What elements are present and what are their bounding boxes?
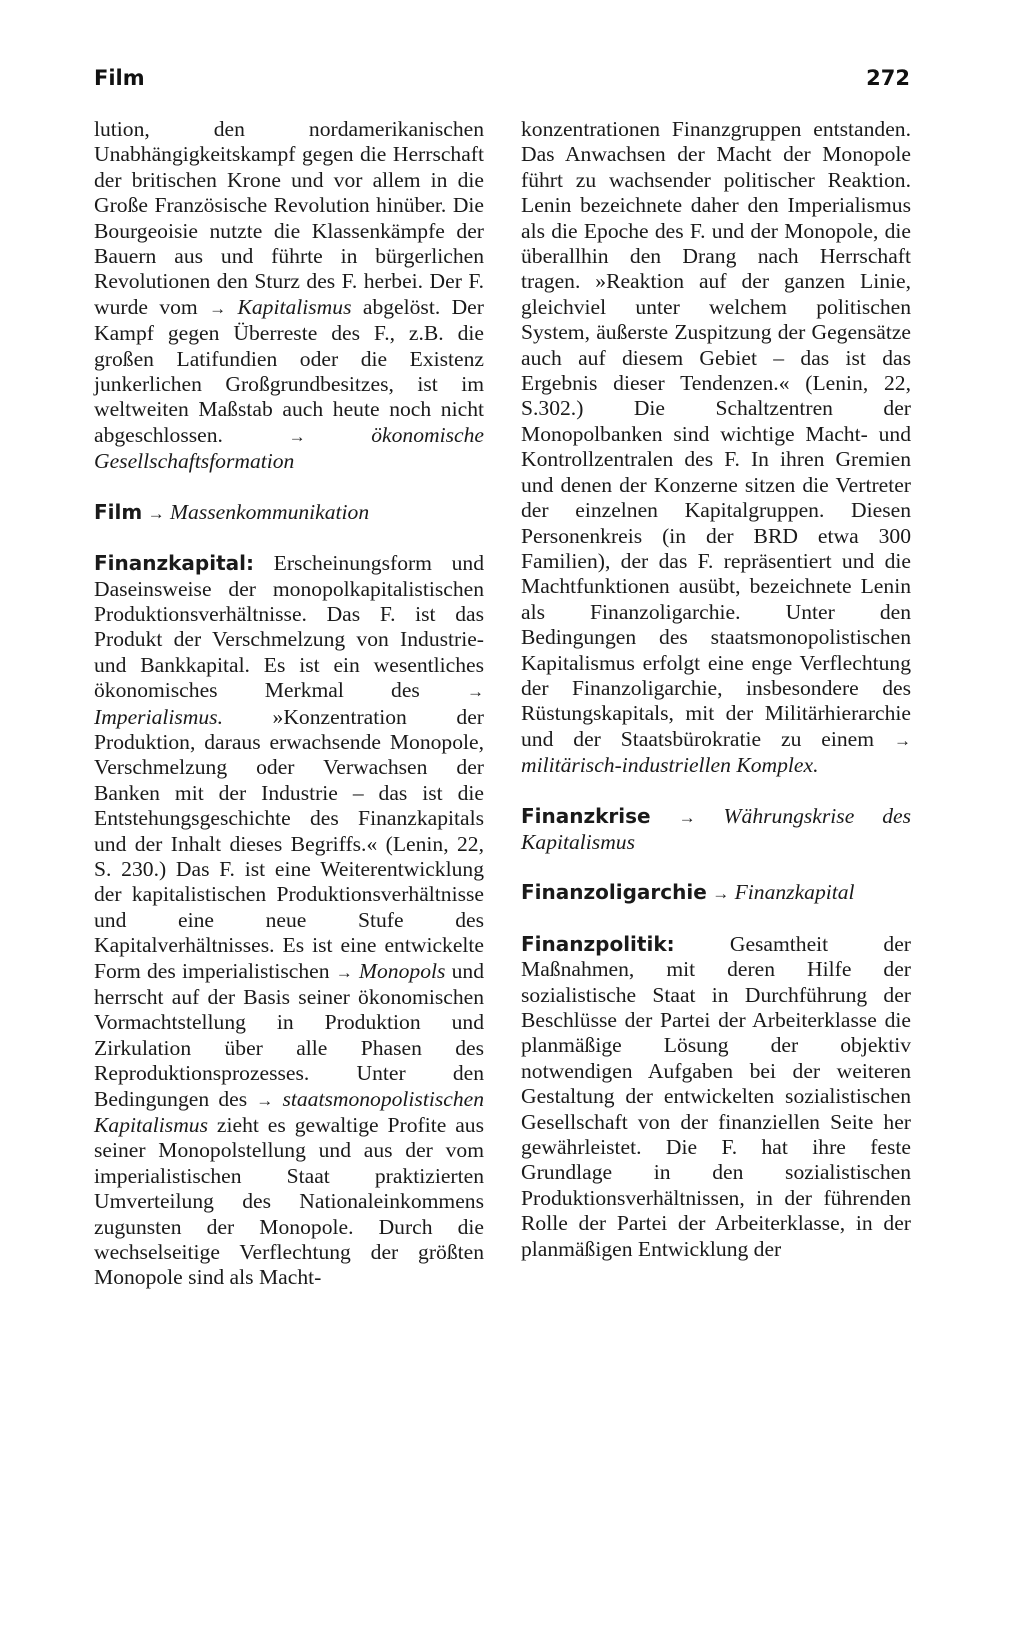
cross-reference: militärisch-industriellen Komplex. — [521, 753, 819, 778]
body-text: Erscheinungsform und Daseinsweise der monopolkapitalistischen Produktionsverhältnisse. Das F. ist das Produkt der Verschmelzung von Industrie- und Bankkapital. Es ist ein wesentliches ökonomisches Merkmal des — [94, 551, 484, 703]
entry-spacer — [521, 855, 911, 880]
cross-reference-arrow: → — [335, 962, 353, 982]
entry-spacer — [94, 526, 484, 551]
body-text: Gesamtheit der Maßnahmen, mit deren Hilfe der sozialistische Staat in Durchführung der Beschlüsse der Partei der Arbeiterklasse die planmäßige Lösung der objektiv notwendigen Aufgaben bei der weiteren Gestaltung der entwickelten sozialistischen Gesellschaft von der finanziellen Seite her gewährleistet. Die F. hat ihre feste Grundlage in den sozialistischen Produktionsverhältnissen, in der führenden Rolle der Partei der Arbeiterklasse, in der planmäßigen Entwicklung der — [521, 931, 911, 1261]
cross-reference: Kapitalismus — [237, 294, 352, 319]
entry-headword: Finanzoligarchie — [521, 880, 707, 905]
entry-finanzkapital — [94, 551, 484, 1291]
entry-spacer — [94, 475, 484, 500]
running-head: Film — [94, 66, 145, 90]
cross-reference: Währungskrise des Kapitalismus — [521, 803, 912, 854]
page-number: 272 — [866, 66, 910, 90]
cross-reference: Imperialismus. — [94, 704, 223, 729]
cross-reference-arrow: → — [467, 682, 484, 702]
body-text: abgelöst. Der Kampf gegen Überreste des F., z.B. die großen Latifundien oder die Existenz junkerlichen Großgrundbesitzes, ist im weltweiten Maßstab auch heute noch nicht abgeschlossen. — [94, 294, 484, 447]
body-text: und herrscht auf der Basis seiner ökonomischen Vormachtstellung in Produktion und Zirkulation über alle Phasen des Reproduktionsprozesses. Unter den Bedingungen des — [94, 958, 485, 1111]
entry-feudalismus-continued — [94, 117, 484, 475]
entry-headword: Finanzkrise — [521, 803, 651, 828]
body-text: konzentrationen Finanzgruppen entstanden. Das Anwachsen der Macht der Monopole führt zu wachsender politischer Reaktion. Lenin bezeichnete daher den Imperialismus als die Epoche des F. und der Monopole, die überallhin den Drang nach Herrschaft tragen. »Reaktion auf der ganzen Linie, gleichviel unter welchem politischen System, äußerste Zuspitzung der Gegensätze auch auf diesem Gebiet – das ist das Ergebnis dieser Tendenzen.« (Lenin, 22, S.302.) Die Schaltzentren der Monopolbanken sind wichtige Macht- und Kontrollzentralen des F. In ihren Gremien und denen der Konzerne sitzen die Vertreter der einzelnen Kapitalgruppen. Diesen Personenkreis (in der BRD etwa 300 Familien), der das F. repräsentiert und die Machtfunktionen ausübt, bezeichnete Lenin als Finanzoligarchie. Unter den Bedingungen des staatsmonopolistischen Kapitalismus erfolgt eine enge Verflechtung der Finanzoligarchie, insbesondere des Rüstungskapitals, mit der Militärhierarchie und der Staatsbürokratie zu einem — [521, 117, 911, 751]
cross-reference: staatsmonopolistischen Kapitalismus — [94, 1086, 484, 1138]
cross-reference-arrow: → — [894, 730, 911, 750]
entry-headword: Finanzkapital: — [94, 551, 255, 576]
cross-reference-arrow: → — [256, 1090, 274, 1110]
entry-spacer — [521, 779, 911, 804]
entry-finanzoligarchie — [521, 880, 911, 906]
cross-reference: ökonomische Gesellschaftsformation — [94, 422, 484, 474]
cross-reference-arrow: → — [712, 884, 730, 904]
body-text: zieht es gewaltige Profite aus seiner Monopolstellung und aus der vom imperialistischen Staat praktizierten Umverteilung des Nationaleinkommens zugunsten der Monopole. Durch die wechselseitige Verflechtung der größten Monopole sind als Macht- — [94, 1113, 485, 1290]
cross-reference-arrow: → — [147, 503, 165, 523]
cross-reference-arrow: → — [678, 807, 696, 827]
cross-reference: Monopols — [359, 958, 446, 983]
cross-reference-arrow: → — [288, 426, 306, 446]
entry-headword: Film — [94, 499, 143, 524]
cross-reference: Massenkommunikation — [170, 499, 370, 524]
right-column — [521, 117, 911, 1262]
entry-headword: Finanzpolitik: — [521, 931, 675, 956]
left-column — [94, 117, 484, 1291]
cross-reference: Finanzkapital — [734, 880, 855, 905]
cross-reference-arrow: → — [209, 298, 227, 318]
entry-finanzpolitik — [521, 932, 911, 1262]
entry-finanzkrise — [521, 804, 911, 856]
entry-spacer — [521, 907, 911, 932]
page-header — [94, 66, 910, 96]
entry-film — [94, 500, 484, 526]
body-text: lution, den nordamerikanischen Unabhängigkeitskampf gegen die Herrschaft der britischen Krone und vor allem in die Große Französische Revolution hinüber. Die Bourgeoisie nutzte die Klassenkämpfe der Bauern aus und führte in bürgerlichen Revolutionen den Sturz des F. herbei. Der F. wurde vom — [94, 117, 484, 319]
body-text: »Konzentration der Produktion, daraus erwachsende Monopole, Verschmelzung oder Verwachsen der Banken mit der Industrie – das ist die Entstehungsgeschichte des Finanzkapitals und der Inhalt dieses Begriffs.« (Lenin, 22, S. 230.) Das F. ist eine Weiterentwicklung der kapitalistischen Produktionsverhältnisse und eine neue Stufe des Kapitalverhältnisses. Es ist eine entwickelte Form des imperialistischen — [94, 704, 484, 983]
entry-finanzkapital-continued — [521, 117, 911, 779]
